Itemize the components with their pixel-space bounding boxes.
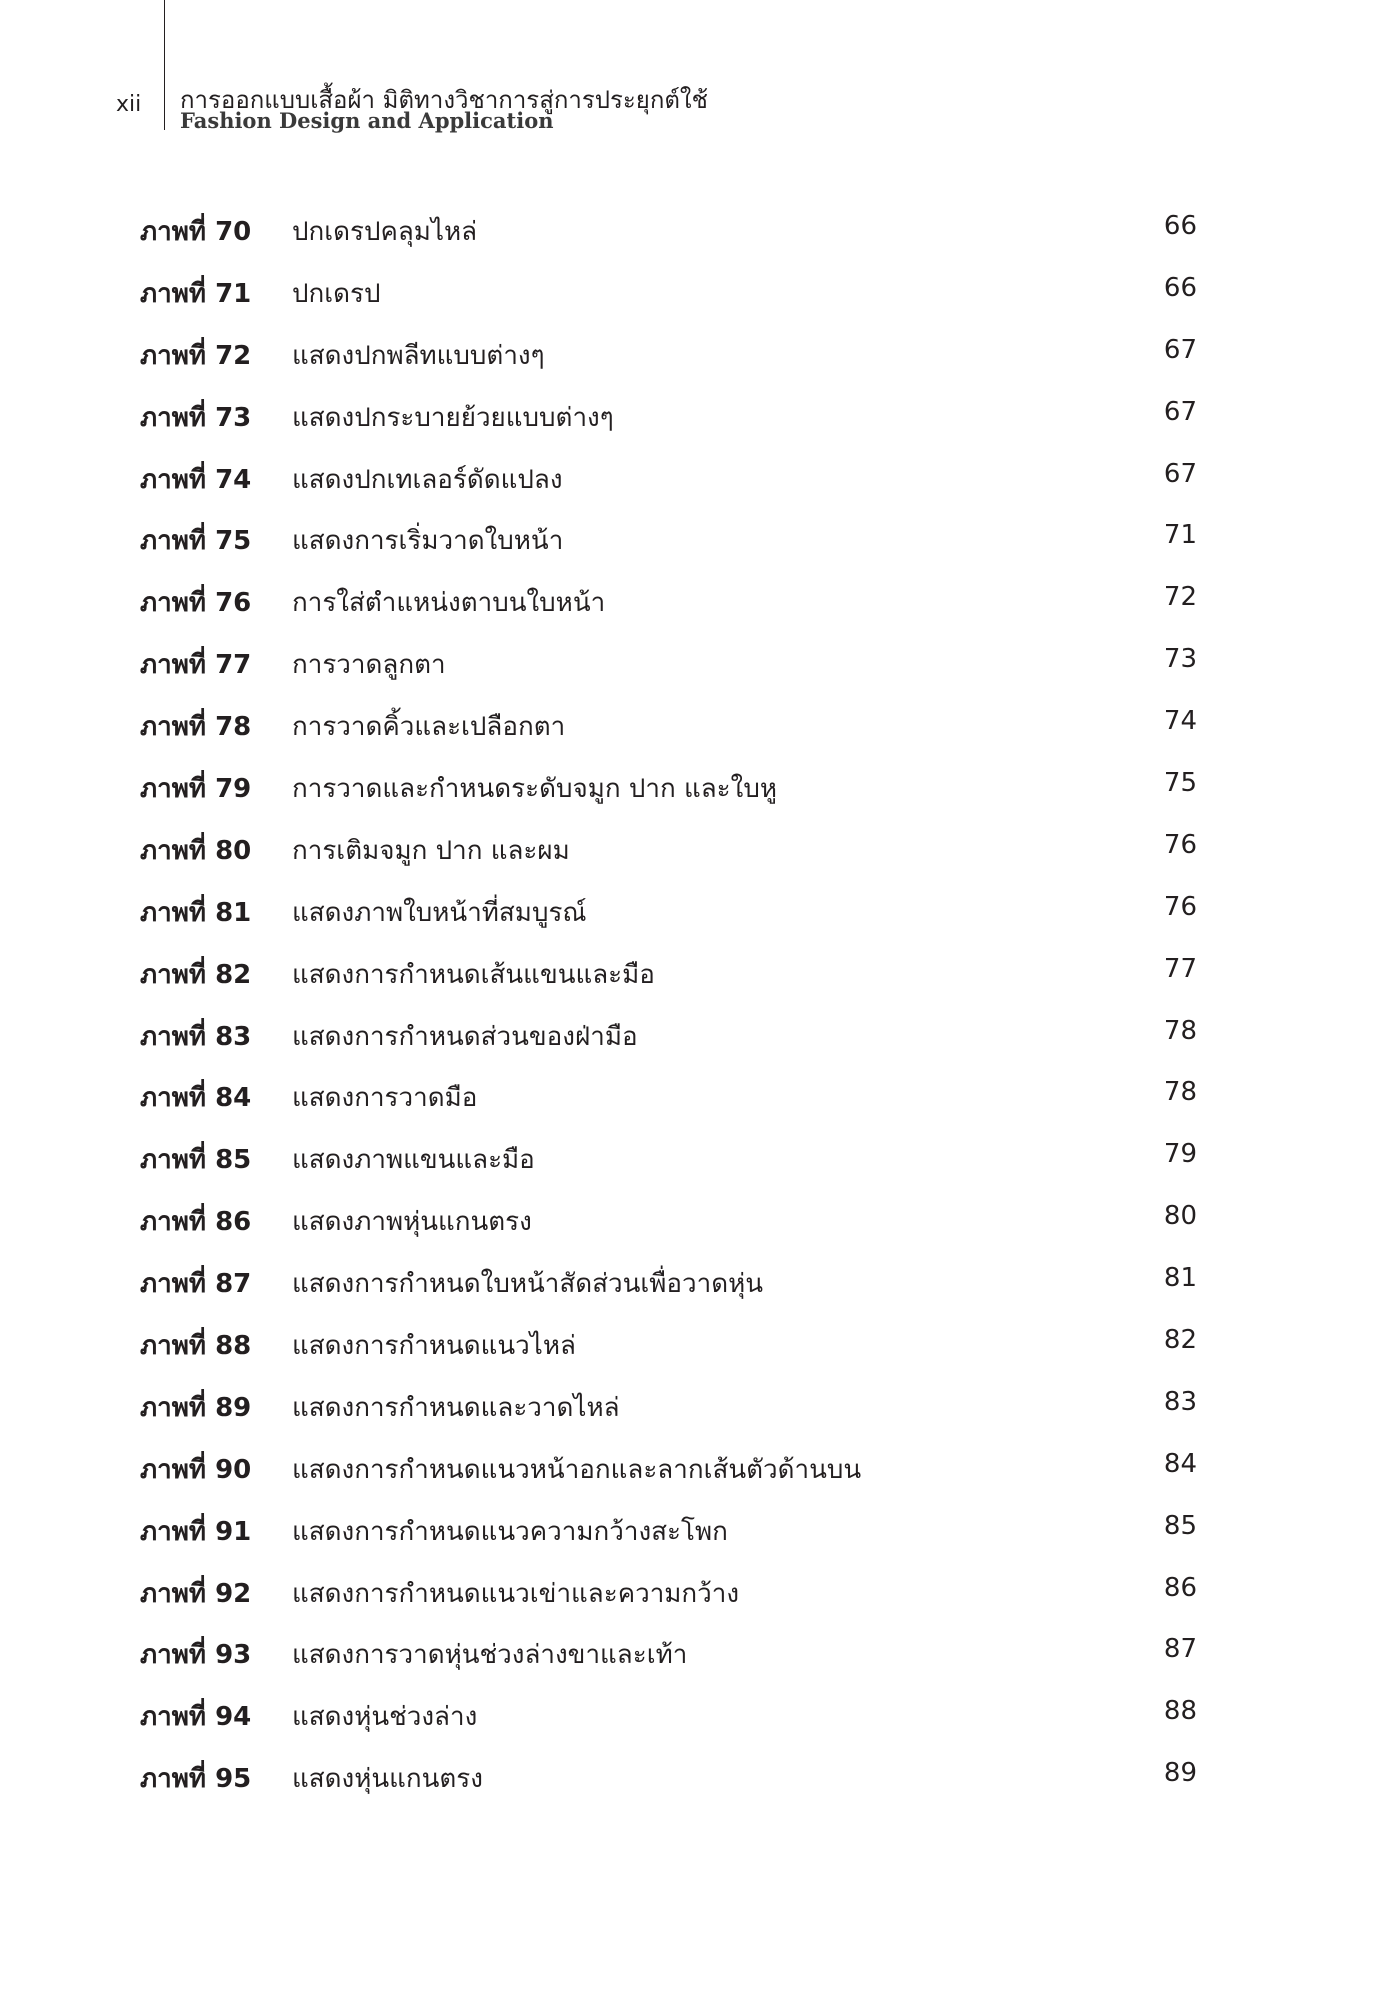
figure-label: ภาพที่ 88	[140, 1331, 252, 1362]
figure-title: แสดงการกำหนดแนวไหล่	[292, 1331, 576, 1362]
figure-label: ภาพที่ 91	[140, 1516, 252, 1547]
figure-title: แสดงหุ่นแกนตรง	[292, 1764, 483, 1795]
figure-page-number: 77	[1163, 953, 1197, 984]
figure-title: แสดงการกำหนดแนวความกว้างสะโพก	[292, 1516, 728, 1547]
figure-entry	[0, 1573, 1400, 1635]
figure-entry	[0, 1634, 1400, 1696]
figure-label: ภาพที่ 76	[140, 588, 252, 619]
figure-page-number: 73	[1163, 644, 1197, 675]
figure-entry	[0, 1201, 1400, 1263]
list-of-figures	[0, 211, 1400, 1820]
figure-label: ภาพที่ 71	[140, 278, 252, 309]
figure-label: ภาพที่ 87	[140, 1269, 252, 1300]
figure-title: การวาดลูกตา	[292, 650, 446, 681]
figure-page-number: 76	[1163, 891, 1197, 922]
page-number: xii	[116, 92, 142, 117]
figure-entry	[0, 1511, 1400, 1573]
figure-label: ภาพที่ 83	[140, 1021, 252, 1052]
figure-title: แสดงการวาดมือ	[292, 1083, 478, 1114]
figure-title: แสดงการกำหนดและวาดไหล่	[292, 1392, 620, 1423]
figure-page-number: 71	[1163, 520, 1197, 551]
figure-title: การวาดคิ้วและเปลือกตา	[292, 712, 566, 743]
figure-entry	[0, 1139, 1400, 1201]
figure-entry	[0, 954, 1400, 1016]
figure-entry	[0, 768, 1400, 830]
figure-entry	[0, 892, 1400, 954]
figure-title: การเติมจมูก ปาก และผม	[292, 835, 570, 866]
figure-page-number: 88	[1163, 1696, 1197, 1727]
figure-page-number: 78	[1163, 1077, 1197, 1108]
figure-label: ภาพที่ 78	[140, 712, 252, 743]
figure-page-number: 75	[1163, 768, 1197, 799]
figure-label: ภาพที่ 94	[140, 1702, 252, 1733]
figure-label: ภาพที่ 79	[140, 774, 252, 805]
book-title-english: Fashion Design and Application	[180, 108, 554, 133]
figure-label: ภาพที่ 77	[140, 650, 252, 681]
figure-title: แสดงการกำหนดแนวหน้าอกและลากเส้นตัวด้านบน	[292, 1454, 862, 1485]
figure-label: ภาพที่ 73	[140, 402, 252, 433]
figure-page-number: 72	[1163, 582, 1197, 613]
figure-page-number: 85	[1163, 1510, 1197, 1541]
figure-entry	[0, 1325, 1400, 1387]
figure-page-number: 76	[1163, 829, 1197, 860]
figure-page-number: 86	[1163, 1572, 1197, 1603]
figure-entry	[0, 706, 1400, 768]
figure-page-number: 66	[1163, 211, 1197, 241]
figure-title: แสดงการวาดหุ่นช่วงล่างขาและเท้า	[292, 1640, 688, 1671]
figure-entry	[0, 1016, 1400, 1078]
figure-entry	[0, 335, 1400, 397]
figure-label: ภาพที่ 93	[140, 1640, 252, 1671]
figure-page-number: 79	[1163, 1139, 1197, 1170]
figure-entry	[0, 644, 1400, 706]
header-divider	[164, 0, 165, 130]
figure-entry	[0, 1758, 1400, 1820]
figure-title: แสดงการกำหนดส่วนของฝ่ามือ	[292, 1021, 638, 1052]
figure-label: ภาพที่ 89	[140, 1392, 252, 1423]
figure-title: ปกเดรปคลุมไหล่	[292, 217, 478, 247]
figure-page-number: 67	[1163, 334, 1197, 365]
figure-page-number: 74	[1163, 706, 1197, 737]
figure-page-number: 78	[1163, 1015, 1197, 1046]
figure-entry	[0, 211, 1400, 273]
figure-label: ภาพที่ 80	[140, 835, 252, 866]
figure-title: แสดงปกพลีทแบบต่างๆ	[292, 340, 545, 371]
figure-entry	[0, 1387, 1400, 1449]
figure-entry	[0, 1696, 1400, 1758]
figure-title: การใส่ตำแหน่งตาบนใบหน้า	[292, 588, 606, 619]
figure-title: แสดงการกำหนดใบหน้าสัดส่วนเพื่อวาดหุ่น	[292, 1269, 763, 1300]
figure-page-number: 80	[1163, 1201, 1197, 1232]
figure-title: การวาดและกำหนดระดับจมูก ปาก และใบหู	[292, 774, 777, 805]
figure-label: ภาพที่ 82	[140, 959, 252, 990]
figure-page-number: 81	[1163, 1263, 1197, 1294]
figure-entry	[0, 520, 1400, 582]
figure-page-number: 83	[1163, 1386, 1197, 1417]
figure-title: แสดงการกำหนดเส้นแขนและมือ	[292, 959, 655, 990]
figure-title: แสดงภาพแขนและมือ	[292, 1145, 535, 1176]
figure-page-number: 67	[1163, 458, 1197, 489]
figure-label: ภาพที่ 86	[140, 1207, 252, 1238]
figure-label: ภาพที่ 84	[140, 1083, 252, 1114]
figure-page-number: 82	[1163, 1325, 1197, 1356]
figure-page-number: 84	[1163, 1448, 1197, 1479]
figure-title: แสดงการเริ่มวาดใบหน้า	[292, 526, 564, 557]
figure-entry	[0, 582, 1400, 644]
figure-entry	[0, 397, 1400, 459]
figure-page-number: 89	[1163, 1758, 1197, 1789]
figure-label: ภาพที่ 81	[140, 897, 252, 928]
figure-entry	[0, 273, 1400, 335]
figure-title: ปกเดรป	[292, 278, 381, 309]
figure-label: ภาพที่ 70	[140, 217, 252, 247]
figure-title: แสดงภาพหุ่นแกนตรง	[292, 1207, 532, 1238]
figure-label: ภาพที่ 90	[140, 1454, 252, 1485]
figure-label: ภาพที่ 74	[140, 464, 252, 495]
figure-label: ภาพที่ 95	[140, 1764, 252, 1795]
figure-entry	[0, 1077, 1400, 1139]
figure-title: แสดงหุ่นช่วงล่าง	[292, 1702, 478, 1733]
figure-label: ภาพที่ 72	[140, 340, 252, 371]
figure-title: แสดงปกระบายย้วยแบบต่างๆ	[292, 402, 614, 433]
book-title-thai: การออกแบบเสื้อผ้า มิติทางวิชาการสู่การประยุกต์ใช้	[180, 86, 708, 114]
figure-entry	[0, 830, 1400, 892]
figure-entry	[0, 1263, 1400, 1325]
figure-title: แสดงปกเทเลอร์ดัดแปลง	[292, 464, 563, 495]
figure-page-number: 87	[1163, 1634, 1197, 1665]
figure-label: ภาพที่ 92	[140, 1578, 252, 1609]
figure-title: แสดงการกำหนดแนวเข่าและความกว้าง	[292, 1578, 740, 1609]
figure-label: ภาพที่ 85	[140, 1145, 252, 1176]
figure-entry	[0, 1449, 1400, 1511]
figure-page-number: 66	[1163, 272, 1197, 303]
figure-label: ภาพที่ 75	[140, 526, 252, 557]
figure-entry	[0, 459, 1400, 521]
figure-title: แสดงภาพใบหน้าที่สมบูรณ์	[292, 897, 587, 928]
figure-page-number: 67	[1163, 396, 1197, 427]
